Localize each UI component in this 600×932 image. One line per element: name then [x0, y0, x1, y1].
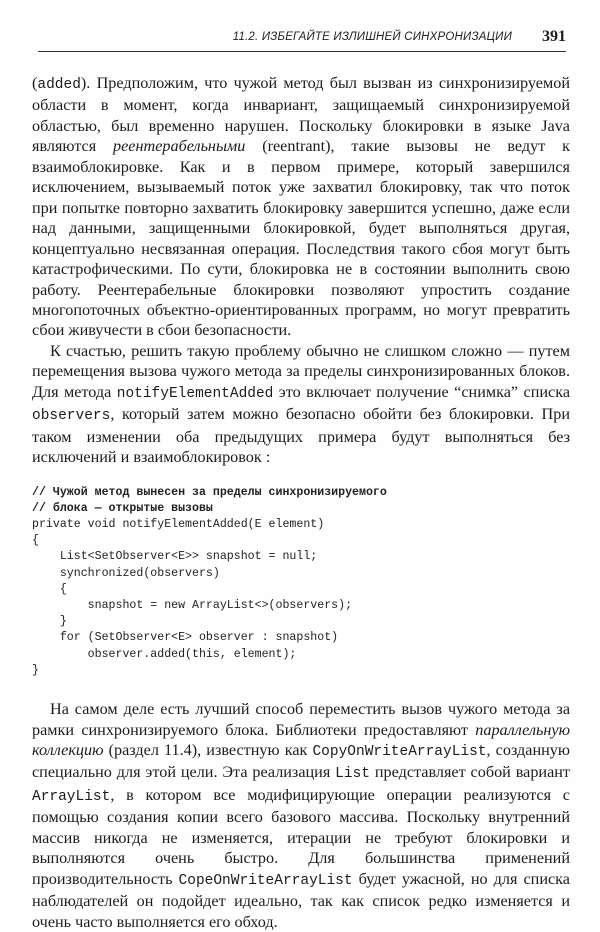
code-line: observer.added(this, element);	[32, 647, 297, 661]
code-observers: observers	[32, 408, 111, 425]
section-title: 11.2. ИЗБЕГАЙТЕ ИЗЛИШНЕЙ СИНХРОНИЗАЦИИ	[232, 31, 512, 43]
code-added: added	[37, 77, 81, 93]
code-cope-on-write-array-list: CopeOnWriteArrayList	[178, 872, 353, 889]
code-line: snapshot = new ArrayList<>(observers);	[32, 599, 353, 613]
paragraph-solution	[32, 341, 570, 468]
code-array-list: ArrayList	[32, 788, 111, 805]
term-reentrant: реентерабельными	[113, 137, 246, 156]
text: , в котором все модифицирующие операции реализуются с помощью создания копии всего базового массива. Поскольку внутренний массив никогда не изменяется, итерации не требуют блокировки и выполняются очень быстро. Для большинства применений производительность	[32, 785, 570, 888]
text: это включает получение “снимка” списка	[273, 382, 571, 401]
text: На самом деле есть лучший способ переместить вызов чужого метода за рамки синхронизируемого блока. Библиотеки предоставляют	[32, 700, 570, 739]
code-line: List<SetObserver<E>> snapshot = null;	[32, 550, 318, 564]
code-line: for (SetObserver<E> observer : snapshot)	[32, 631, 339, 645]
text: (reentrant), такие вызовы не ведут к взаимоблокировке. Как и в первом примере, который завершился исключением, вызываемый поток уже захватил блокировку, так что поток при попытке повторно захватить блокировку завершится успешно, даже если над данными, защищенными блокировкой, будет выполняться другая, концептуально несвязанная операция. Последствия такого сбоя могут быть катастрофическими. По сути, блокировка не в состоянии выполнить свою работу. Реентерабельные блокировки позволяют упростить создание многопоточных объектно-ориентированных программ, но могут превратить сбои живучести в сбои безопасности.	[32, 137, 570, 340]
text: К счастью, решить такую проблему обычно не слишком сложно — путем перемещения вызова чужого метода за пределы синхронизированных блоков. Для метода	[32, 341, 570, 401]
code-listing	[32, 485, 570, 679]
text: ). Предположим, что чужой метод был вызван из синхронизируемой области в момент, когда инвариант, защищаемый синхронизируемой областью, был временно нарушен. Поскольку блокировки в языке Java являются	[32, 74, 570, 156]
code-line: }	[32, 663, 39, 677]
code-line: }	[32, 615, 67, 629]
text: представляет собой вариант	[369, 763, 570, 782]
code-line: {	[32, 534, 39, 548]
text: (раздел 11.4), известную как	[103, 740, 313, 759]
text: , который затем можно безопасно обойти без блокировки. При таком изменении оба предыдущих примера будут выполняться без исключений и взаимоблокировок :	[32, 405, 570, 467]
code-notify-element-added: notifyElementAdded	[116, 385, 274, 402]
code-comment: // Чужой метод вынесен за пределы синхронизируемого	[32, 485, 387, 499]
code-line: private void notifyElementAdded(E element)	[32, 518, 325, 532]
code-list: List	[335, 766, 370, 783]
code-copy-on-write-array-list: CopyOnWriteArrayList	[312, 743, 487, 760]
text: будет ужасной, но для списка наблюдателей он подойдет идеально, так как список редко изменяется и очень часто выполняется его обход.	[32, 869, 570, 931]
page-body	[32, 73, 570, 932]
code-line: synchronized(observers)	[32, 566, 220, 580]
paragraph-copy-on-write	[32, 699, 570, 932]
code-line: {	[32, 582, 67, 596]
code-comment: // блока — открытые вызовы	[32, 501, 213, 515]
page-number: 391	[542, 28, 566, 45]
paragraph-reentrant: (added). Предположим, что чужой метод был вызван из синхронизируемой области в момент, когда инвариант, защищаемый синхронизируемой областью, был временно нарушен. Поскольку блокировки в языке Java являются реентерабельными (reentrant), такие вызовы не ведут к взаимоблокировке. Как и в первом примере, который завершился исключением, вызываемый поток уже захватил блокировку, так что поток при попытке повторно захватить блокировку завершится успешно, даже если над данными, защищенными блокировкой, будет выполняться другая, концептуально несвязанная операция. Последствия такого сбоя могут быть катастрофическими. По сути, блокировка не в состоянии выполнить свою работу. Реентерабельные блокировки позволяют упростить создание многопоточных объектно-ориентированных программ, но могут превратить сбои живучести в сбои безопасности.	[32, 74, 570, 340]
running-header	[38, 29, 566, 52]
term-parallel-collection: параллельную коллекцию	[32, 720, 570, 759]
text: , созданную специально для этой цели. Эта реализация	[32, 740, 570, 782]
